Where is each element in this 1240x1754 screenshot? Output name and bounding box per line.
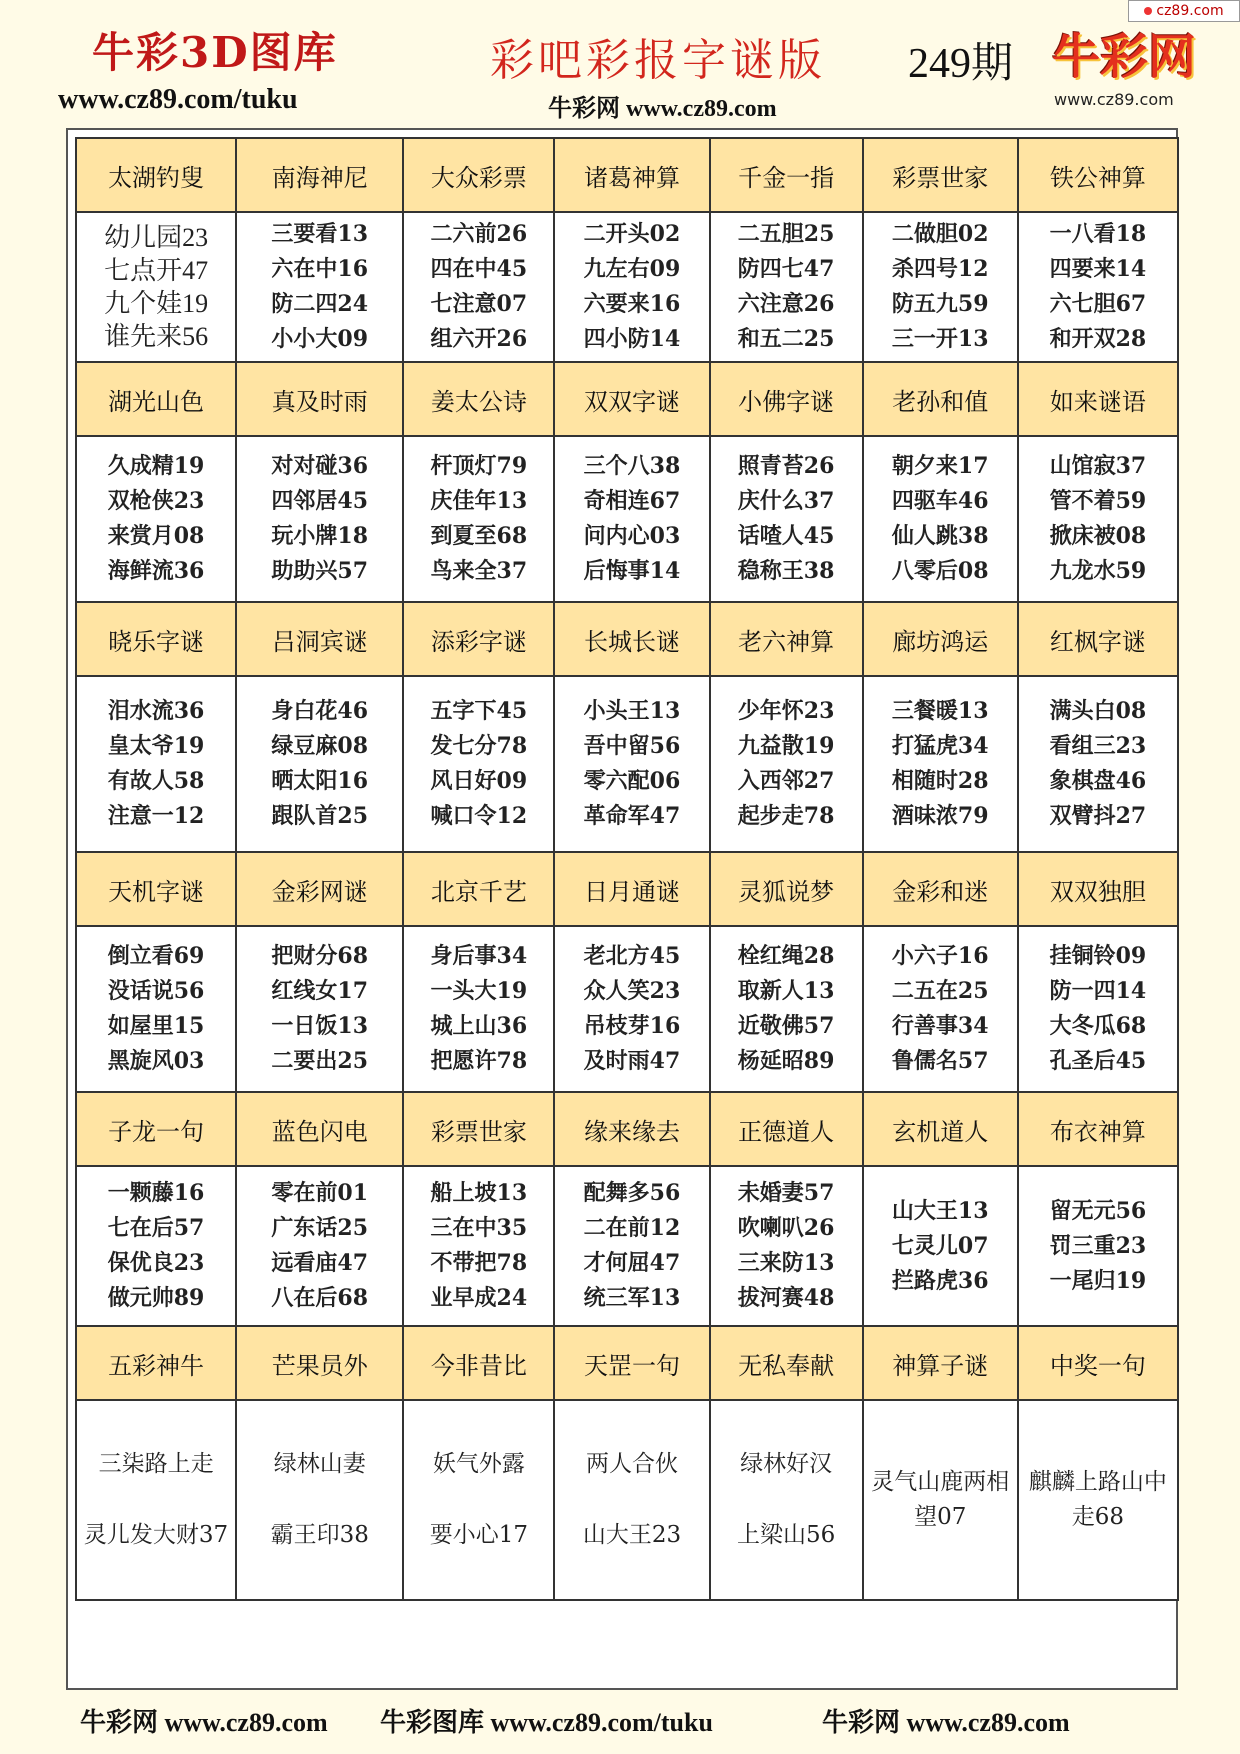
riddle-line: 庆什么37: [737, 488, 835, 514]
column-title: 长城长谜: [554, 602, 709, 676]
riddle-line: 防四七47: [737, 256, 835, 282]
riddle-cell: [1018, 926, 1178, 1092]
left-title: 牛彩3D图库: [92, 28, 338, 77]
column-title: 灵狐说梦: [710, 852, 863, 926]
riddle-line: 酒味浓79: [891, 803, 989, 829]
column-title: 天罡一句: [554, 1326, 709, 1400]
riddle-line: 统三军13: [583, 1285, 681, 1311]
riddle-line: 罚三重23: [1049, 1232, 1147, 1259]
riddle-cell: [76, 676, 236, 852]
riddle-line: 一颗藤16: [107, 1180, 205, 1206]
riddle-line: 留无元56: [1049, 1197, 1147, 1224]
riddle-line: 九益散19: [737, 733, 835, 759]
column-title: 彩票世家: [403, 1092, 554, 1166]
riddle-line: 二在前12: [583, 1215, 681, 1241]
riddle-cell: [863, 676, 1018, 852]
riddle-line: 朝夕来17: [891, 453, 989, 479]
riddle-line: 入西邻27: [737, 768, 835, 794]
riddle-line: 山馆寂37: [1049, 453, 1147, 479]
riddle-cell: [710, 676, 863, 852]
riddle-cell: [403, 1166, 554, 1326]
riddle-cell: [554, 1400, 709, 1600]
riddle-line: 象棋盘46: [1049, 768, 1147, 794]
riddle-line: 山大王23: [582, 1522, 682, 1548]
column-title: 蓝色闪电: [236, 1092, 403, 1166]
riddle-cell: [236, 1166, 403, 1326]
footer-link-right[interactable]: 牛彩网 www.cz89.com: [822, 1708, 1070, 1737]
riddle-line: 业早成24: [430, 1285, 528, 1311]
riddle-line: 才何屈47: [583, 1250, 681, 1276]
riddle-line: 挂铜铃09: [1049, 943, 1147, 969]
riddle-line: 城上山36: [430, 1013, 528, 1039]
riddle-line: 身白花46: [271, 698, 369, 724]
section-header-row: [76, 362, 1178, 436]
riddle-line: 四驱车46: [891, 488, 989, 514]
riddle-cell: [554, 436, 709, 602]
riddle-line: 六要来16: [583, 291, 681, 317]
riddle-line: 八零后08: [891, 558, 989, 584]
section-body-row: [76, 676, 1178, 852]
riddle-cell: [403, 926, 554, 1092]
column-title: 金彩和迷: [863, 852, 1018, 926]
site-icon: [1144, 7, 1152, 15]
column-title: 铁公神算: [1018, 138, 1178, 212]
riddle-line: 三来防13: [737, 1250, 835, 1276]
column-title: 五彩神牛: [76, 1326, 236, 1400]
riddle-line: 打猛虎34: [891, 733, 989, 759]
riddle-line: 三餐暖13: [891, 698, 989, 724]
riddle-line: 鲁儒名57: [891, 1048, 989, 1074]
riddle-line: 久成精19: [107, 453, 205, 479]
riddle-line: 六注意26: [737, 291, 835, 317]
column-title: 红枫字谜: [1018, 602, 1178, 676]
line-spacer: [711, 1482, 862, 1518]
section-header-row: [76, 1326, 1178, 1400]
riddle-cell: [554, 212, 709, 362]
line-spacer: [555, 1482, 708, 1518]
column-title: 子龙一句: [76, 1092, 236, 1166]
riddle-line: 三柒路上走: [98, 1451, 214, 1477]
riddle-cell: [236, 212, 403, 362]
riddle-line: 问内心03: [583, 523, 681, 549]
riddle-line: 跟队首25: [271, 803, 369, 829]
footer: [0, 1702, 1240, 1742]
riddle-line: 灵气山鹿两相: [871, 1469, 1010, 1495]
riddle-cell: [863, 926, 1018, 1092]
riddle-line: 一尾归19: [1049, 1267, 1147, 1294]
column-title: 老六神算: [710, 602, 863, 676]
riddle-line: 后悔事14: [583, 558, 681, 584]
riddle-line: 黑旋风03: [107, 1048, 205, 1074]
riddle-line: 一日饭13: [271, 1013, 369, 1039]
riddle-line: 一头大19: [430, 978, 528, 1004]
riddle-line: 少年怀23: [737, 698, 835, 724]
riddle-line: 注意一12: [107, 803, 205, 829]
riddle-line: 走68: [1071, 1504, 1125, 1530]
riddle-line: 二六前26: [430, 221, 528, 247]
footer-link-left[interactable]: 牛彩网 www.cz89.com: [80, 1708, 328, 1737]
riddle-line: 大冬瓜68: [1049, 1013, 1147, 1039]
column-title: 太湖钓叟: [76, 138, 236, 212]
riddle-line: 妖气外露: [432, 1451, 525, 1477]
riddle-cell: [1018, 1166, 1178, 1326]
riddle-cell: [554, 1166, 709, 1326]
riddle-line: 防二四24: [271, 291, 369, 317]
riddle-cell: [554, 926, 709, 1092]
riddle-line: 仙人跳38: [891, 523, 989, 549]
column-title: 添彩字谜: [403, 602, 554, 676]
riddle-cell: [710, 926, 863, 1092]
corner-badge-text: cz89.com: [1156, 3, 1224, 19]
riddle-cell: [863, 212, 1018, 362]
page-title: 彩吧彩报字谜版: [490, 35, 826, 86]
riddle-line: 管不着59: [1049, 488, 1147, 514]
left-url[interactable]: www.cz89.com/tuku: [58, 84, 298, 115]
riddle-line: 倒立看69: [107, 943, 205, 969]
riddle-line: 谁先来56: [104, 322, 209, 351]
riddle-line: 七在后57: [107, 1215, 205, 1241]
riddle-cell: [1018, 436, 1178, 602]
riddle-line: 配舞多56: [583, 1180, 681, 1206]
column-title: 大众彩票: [403, 138, 554, 212]
riddle-line: 绿豆麻08: [271, 733, 369, 759]
riddle-line: 把愿许78: [430, 1048, 528, 1074]
riddle-line: 行善事34: [891, 1013, 989, 1039]
riddle-cell: [76, 212, 236, 362]
section-header-row: [76, 852, 1178, 926]
center-url[interactable]: 牛彩网 www.cz89.com: [548, 96, 777, 122]
column-title: 如来谜语: [1018, 362, 1178, 436]
riddle-cell: [76, 1166, 236, 1326]
riddle-line: 要小心17: [429, 1522, 528, 1548]
column-title: 金彩网谜: [236, 852, 403, 926]
riddle-line: 霸王印38: [270, 1522, 369, 1548]
column-title: 诸葛神算: [554, 138, 709, 212]
riddle-line: 做元帅89: [107, 1285, 205, 1311]
riddle-line: 泪水流36: [107, 698, 205, 724]
riddle-line: 幼儿园23: [104, 223, 209, 252]
riddle-line: 杨延昭89: [737, 1048, 835, 1074]
riddle-line: 未婚妻57: [737, 1180, 835, 1206]
riddle-line: 红线女17: [271, 978, 369, 1004]
riddle-line: 二开头02: [583, 221, 681, 247]
riddle-cell: [1018, 676, 1178, 852]
column-title: 天机字谜: [76, 852, 236, 926]
riddle-line: 灵儿发大财37: [83, 1522, 229, 1548]
column-title: 双双字谜: [554, 362, 709, 436]
column-title: 老孙和值: [863, 362, 1018, 436]
column-title: 湖光山色: [76, 362, 236, 436]
section-body-row: [76, 436, 1178, 602]
riddle-line: 二五在25: [891, 978, 989, 1004]
riddle-line: 鸟来全37: [430, 558, 528, 584]
riddle-line: 九个娃19: [104, 289, 209, 318]
riddle-line: 五字下45: [430, 698, 528, 724]
riddle-cell: [403, 676, 554, 852]
riddle-line: 奇相连67: [583, 488, 681, 514]
riddle-line: 相随时28: [891, 768, 989, 794]
riddle-line: 拔河赛48: [737, 1285, 835, 1311]
riddle-line: 照青苔26: [737, 453, 835, 479]
riddle-cell: [403, 1400, 554, 1600]
column-title: 南海神尼: [236, 138, 403, 212]
riddle-line: 没话说56: [107, 978, 205, 1004]
riddle-line: 稳称王38: [737, 558, 835, 584]
column-title: 中奖一句: [1018, 1326, 1178, 1400]
riddle-line: 到夏至68: [430, 523, 528, 549]
column-title: 神算子谜: [863, 1326, 1018, 1400]
riddle-cell: [554, 676, 709, 852]
riddle-line: 杆顶灯79: [430, 453, 528, 479]
riddle-line: 风日好09: [430, 768, 528, 794]
riddle-line: 皇太爷19: [107, 733, 205, 759]
riddle-line: 小小大09: [271, 326, 369, 352]
riddle-line: 一八看18: [1049, 221, 1147, 247]
riddle-line: 绿林山妻: [273, 1451, 366, 1477]
footer-link-middle[interactable]: 牛彩图库 www.cz89.com/tuku: [380, 1708, 713, 1737]
riddle-line: 杀四号12: [891, 256, 989, 282]
riddle-line: 零六配06: [583, 768, 681, 794]
riddle-line: 掀床被08: [1049, 523, 1147, 549]
riddle-line: 不带把78: [430, 1250, 528, 1276]
riddle-line: 和开双28: [1049, 326, 1147, 352]
riddle-line: 三个八38: [583, 453, 681, 479]
riddle-line: 海鲜流36: [107, 558, 205, 584]
riddle-line: 四要来14: [1049, 256, 1147, 282]
column-title: 姜太公诗: [403, 362, 554, 436]
site-logo[interactable]: [1046, 18, 1202, 114]
column-title: 廊坊鸿运: [863, 602, 1018, 676]
riddle-line: 船上坡13: [430, 1180, 528, 1206]
riddle-line: 助助兴57: [271, 558, 369, 584]
riddle-line: 望07: [914, 1504, 967, 1530]
riddle-line: 零在前01: [271, 1180, 369, 1206]
riddle-line: 吹喇叭26: [737, 1215, 835, 1241]
line-spacer: [404, 1482, 553, 1518]
column-title: 无私奉献: [710, 1326, 863, 1400]
riddle-line: 保优良23: [107, 1250, 205, 1276]
line-spacer: [237, 1482, 402, 1518]
section-body-row: [76, 926, 1178, 1092]
section-header-row: [76, 1092, 1178, 1166]
riddle-line: 有故人58: [107, 768, 205, 794]
riddle-cell: [710, 1166, 863, 1326]
riddle-line: 六七胆67: [1049, 291, 1147, 317]
section-header-row: [76, 602, 1178, 676]
riddle-table: [75, 137, 1179, 1601]
riddle-line: 广东话25: [271, 1215, 369, 1241]
riddle-cell: [76, 1400, 236, 1600]
riddle-line: 来赏月08: [107, 523, 205, 549]
riddle-line: 九左右09: [583, 256, 681, 282]
riddle-line: 发七分78: [430, 733, 528, 759]
column-title: 双双独胆: [1018, 852, 1178, 926]
column-title: 缘来缘去: [554, 1092, 709, 1166]
riddle-line: 孔圣后45: [1049, 1048, 1147, 1074]
riddle-line: 远看庙47: [271, 1250, 369, 1276]
riddle-line: 四小防14: [583, 326, 681, 352]
column-title: 日月通谜: [554, 852, 709, 926]
riddle-line: 双枪侠23: [107, 488, 205, 514]
column-title: 真及时雨: [236, 362, 403, 436]
riddle-line: 和五二25: [737, 326, 835, 352]
column-title: 晓乐字谜: [76, 602, 236, 676]
riddle-line: 晒太阳16: [271, 768, 369, 794]
riddle-cell: [76, 926, 236, 1092]
section-body-row: [76, 1400, 1178, 1600]
riddle-line: 近敬佛57: [737, 1013, 835, 1039]
riddle-line: 小头王13: [583, 698, 681, 724]
riddle-cell: [710, 1400, 863, 1600]
riddle-line: 绿林好汉: [740, 1451, 833, 1477]
riddle-cell: [403, 436, 554, 602]
riddle-line: 玩小牌18: [271, 523, 369, 549]
column-title: 芒果员外: [236, 1326, 403, 1400]
riddle-cell: [1018, 1400, 1178, 1600]
riddle-line: 吾中留56: [583, 733, 681, 759]
riddle-line: 把财分68: [271, 943, 369, 969]
riddle-line: 吊枝芽16: [583, 1013, 681, 1039]
riddle-line: 六在中16: [271, 256, 369, 282]
section-header-row: [76, 138, 1178, 212]
riddle-cell: [710, 212, 863, 362]
riddle-cell: [863, 436, 1018, 602]
logo-text: 牛彩网: [1051, 29, 1196, 85]
riddle-cell: [863, 1166, 1018, 1326]
riddle-cell: [76, 436, 236, 602]
riddle-line: 四邻居45: [271, 488, 369, 514]
riddle-line: 九龙水59: [1049, 558, 1147, 584]
riddle-line: 二做胆02: [891, 221, 989, 247]
riddle-line: 庆佳年13: [430, 488, 528, 514]
riddle-line: 麒麟上路山中: [1028, 1469, 1167, 1495]
column-title: 布衣神算: [1018, 1092, 1178, 1166]
riddle-line: 拦路虎36: [891, 1267, 989, 1294]
riddle-line: 革命军47: [583, 803, 681, 829]
riddle-line: 对对碰36: [271, 453, 369, 479]
column-title: 北京千艺: [403, 852, 554, 926]
riddle-line: 三一开13: [891, 326, 989, 352]
riddle-cell: [236, 926, 403, 1092]
riddle-line: 如屋里15: [107, 1013, 205, 1039]
riddle-line: 上梁山56: [736, 1522, 836, 1548]
riddle-line: 小六子16: [891, 943, 989, 969]
riddle-line: 两人合伙: [585, 1451, 678, 1477]
riddle-line: 栓红绳28: [737, 943, 835, 969]
riddle-line: 看组三23: [1049, 733, 1147, 759]
riddle-line: 八在后68: [271, 1285, 369, 1311]
riddle-line: 三要看13: [271, 221, 369, 247]
riddle-line: 七点开47: [104, 256, 209, 285]
riddle-cell: [863, 1400, 1018, 1600]
riddle-line: 二要出25: [271, 1048, 369, 1074]
column-title: 正德道人: [710, 1092, 863, 1166]
issue-number: 249期: [908, 41, 1014, 87]
riddle-line: 三在中35: [430, 1215, 528, 1241]
riddle-line: 话喳人45: [737, 523, 835, 549]
riddle-line: 满头白08: [1049, 698, 1147, 724]
column-title: 小佛字谜: [710, 362, 863, 436]
riddle-line: 组六开26: [430, 326, 528, 352]
riddle-line: 取新人13: [737, 978, 835, 1004]
riddle-cell: [710, 436, 863, 602]
riddle-line: 双臂抖27: [1049, 803, 1147, 829]
section-body-row: [76, 1166, 1178, 1326]
riddle-line: 防五九59: [891, 291, 989, 317]
column-title: 吕洞宾谜: [236, 602, 403, 676]
riddle-line: 七注意07: [430, 291, 528, 317]
column-title: 今非昔比: [403, 1326, 554, 1400]
riddle-line: 起步走78: [737, 803, 835, 829]
column-title: 千金一指: [710, 138, 863, 212]
riddle-line: 二五胆25: [737, 221, 835, 247]
riddle-line: 防一四14: [1049, 978, 1147, 1004]
riddle-cell: [236, 676, 403, 852]
riddle-cell: [403, 212, 554, 362]
riddle-line: 四在中45: [430, 256, 528, 282]
riddle-cell: [1018, 212, 1178, 362]
riddle-cell: [236, 1400, 403, 1600]
riddle-cell: [236, 436, 403, 602]
logo-url: www.cz89.com: [1054, 90, 1174, 109]
section-body-row: [76, 212, 1178, 362]
riddle-line: 身后事34: [430, 943, 528, 969]
riddle-line: 及时雨47: [583, 1048, 681, 1074]
line-spacer: [77, 1482, 235, 1518]
riddle-line: 山大王13: [891, 1197, 989, 1224]
riddle-line: 七灵儿07: [891, 1232, 989, 1259]
riddle-line: 老北方45: [583, 943, 681, 969]
riddle-line: 众人笑23: [583, 978, 681, 1004]
column-title: 玄机道人: [863, 1092, 1018, 1166]
riddle-line: 喊口令12: [430, 803, 528, 829]
column-title: 彩票世家: [863, 138, 1018, 212]
